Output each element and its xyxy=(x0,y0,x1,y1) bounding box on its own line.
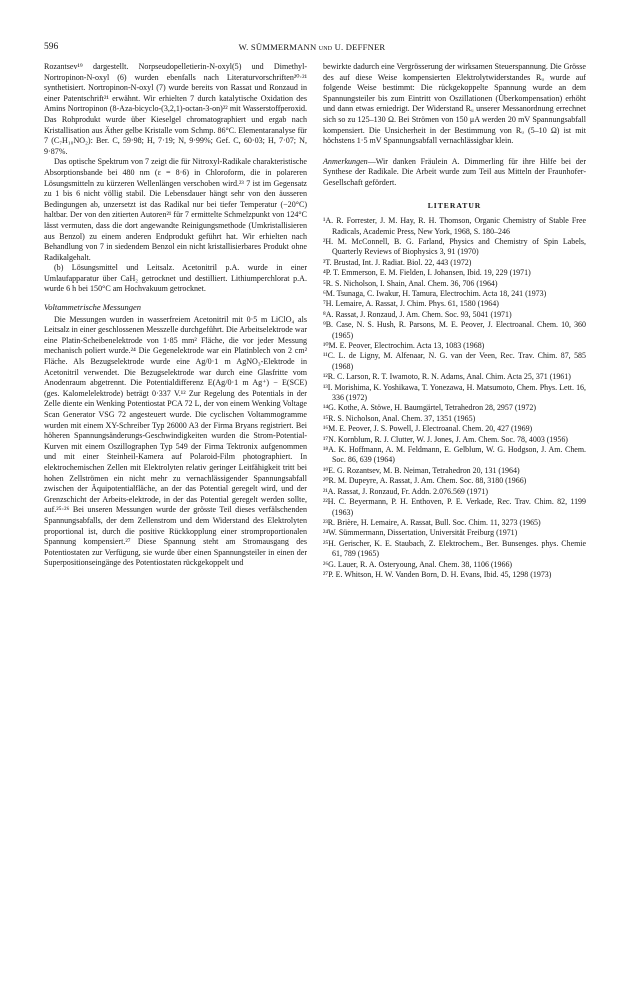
reference-item: ¹⁶M. E. Peover, J. S. Powell, J. Electroanal. Chem. 20, 427 (1969) xyxy=(323,424,533,434)
reference-item: ²²H. C. Beyermann, P. H. Enthoven, P. E. Verkade, Rec. Trav. Chim. 82, 1199 (1963) xyxy=(323,497,586,517)
body-paragraph: Rozantsev¹⁹ dargestellt. Norpseudopelletierin-N-oxyl(5) und Dimethyl-Nortropinon-N-oxyl (6) wurden ebenfalls nach Literaturvorschriften²⁰·²¹ synthetisiert. Nortropinon-N-oxyl (7) wurde bereits von Rassat und Ronzaud in einer Patentschrift²¹ erwähnt. Wir erhielten 7 durch katalytische Oxidation des Amins Nortropinon (8-Aza-bicyclo-(3,2,1)-octan-3-on)²² mit Wasserstoffperoxid. Das Rohprodukt wurde über Kieselgel chromatographiert und ergab nach Kristallisation aus Äther gelbe Kristalle vom Schmp. 86°C. Elementaranalyse für 7 (C₇H₁₀NO₂): Ber. C, 59·98; H, 7·19; N, 9·99%; Gef. C, 60·03; H, 7·07; N, 9·87%. xyxy=(44,62,307,156)
reference-list xyxy=(323,216,586,580)
section-heading: Voltammetrische Messungen xyxy=(44,302,142,313)
acknowledgement-text: —Wir danken Fräulein A. Dimmerling für ihre Hilfe bei der Synthese der Radikale. Die Arbeit wurde zum Teil aus Mitteln der Fraunhofer-Gesellschaft gefördert. xyxy=(323,156,586,187)
body-paragraph: bewirkte dadurch eine Vergrösserung der wirksamen Steuerspannung. Die Grösse des auf diese Weise kompensierten Elektrolytwiderstandes Rᵤ wurde auf folgende Weise bestimmt: Die rückgekoppelte Spannung wurde an dem Spannungsteiler bis zum Eintritt von Oszillationen (Überkompensation) erhöht und dann etwas erniedrigt. Der Widerstand Rᵤ unserer Messanordnung errechnet sich so zu 125–130 Ω. Bei Strömen von 150 μA werden 20 mV Spannungsabfall kompensiert. Die Unsicherheit in der Bestimmung von Rᵤ (5–10 Ω) ist mit höchstens 1·5 mV Spannungsabfall vernachlässigbar klein. xyxy=(323,62,586,146)
left-column xyxy=(44,62,307,569)
reference-item: ¹⁹E. G. Rozantsev, M. B. Neiman, Tetrahedron 20, 131 (1964) xyxy=(323,465,520,475)
reference-item: ¹²R. C. Larson, R. T. Iwamoto, R. N. Adams, Anal. Chim. Acta 25, 371 (1961) xyxy=(323,372,571,382)
reference-item: ⁷H. Lemaire, A. Rassat, J. Chim. Phys. 61, 1580 (1964) xyxy=(323,299,499,309)
reference-item: ⁶M. Tsunaga, C. Iwakur, H. Tamura, Electrochim. Acta 18, 241 (1973) xyxy=(323,288,547,298)
reference-item: ¹³I. Morishima, K. Yoshikawa, T. Yonezawa, H. Matsumoto, Chem. Phys. Lett. 16, 336 (1972) xyxy=(323,382,586,403)
acknowledgement xyxy=(323,157,586,189)
reference-item: ²⁵H. Gerischer, K. E. Staubach, Z. Elektrochem., Ber. Bunsenges. phys. Chemie 61, 789 (1965) xyxy=(323,538,586,559)
body-paragraph: (b) Lösungsmittel und Leitsalz. Acetonitril p.A. wurde in einer Umlaufapparatur über CaH₂ getrocknet und destilliert. Lithiumperchlorat p.A. wurde 6 h bei 150°C am Hochvakuum getrocknet. xyxy=(44,263,307,294)
reference-item: ¹⁵R. S. Nicholson, Anal. Chem. 37, 1351 (1965) xyxy=(323,413,476,423)
reference-item: ¹⁴G. Kothe, A. Stöwe, H. Baumgärtel, Tetrahedron 28, 2957 (1972) xyxy=(323,403,536,413)
reference-item: ²¹A. Rassat, J. Ronzaud, Fr. Addn. 2.076.569 (1971) xyxy=(323,486,489,496)
reference-item: ¹¹C. L. de Ligny, M. Alfenaar, N. G. van der Veen, Rec. Trav. Chim. 87, 585 (1968) xyxy=(323,351,586,371)
body-paragraph: Das optische Spektrum von 7 zeigt die für Nitroxyl-Radikale charakteristische Absorptionsbande bei 480 nm (ε = 8·6) in Chloroform, die in polareren Lösungsmitteln zu kürzeren Wellenlängen verschoben wird.²³ 7 ist im Gegensatz zu 1 bis 6 nicht völlig stabil. Die Lebensdauer hängt sehr von den äusseren Bedingungen ab, unzersetzt ist das Radikal nur bei tiefer Temperatur (−20°C) haltbar. Der von den zitierten Autoren²¹ für 7 ermittelte Schmelzpunkt von 124°C lässt vermuten, dass die dort angewandte Reinigungsmethode (Umkristallisieren aus Benzol) zu einem anderen Endprodukt geführt hat. Wir erhielten nach Behandlung von 7 in siedendem Benzol ein nicht kristallisierbares Produkt ohne Radikalgehalt. xyxy=(44,157,307,262)
reference-item: ²⁴W. Sümmermann, Dissertation, Universität Freiburg (1971) xyxy=(323,528,518,538)
reference-item: ⁸A. Rassat, J. Ronzaud, J. Am. Chem. Soc. 93, 5041 (1971) xyxy=(323,309,512,319)
reference-item: ²H. M. McConnell, B. G. Farland, Physics and Chemistry of Spin Labels, Quarterly Reviews of Biophysics 3, 91 (1970) xyxy=(323,236,586,257)
reference-item: ²⁶G. Lauer, R. A. Osteryoung, Anal. Chem. 38, 1106 (1966) xyxy=(323,559,513,569)
acknowledgement-label: Anmerkungen xyxy=(323,156,368,166)
reference-item: ⁴P. T. Emmerson, E. M. Fielden, I. Johansen, Ibid. 19, 229 (1971) xyxy=(323,268,531,278)
reference-item: ³T. Brustad, Int. J. Radiat. Biol. 22, 443 (1972) xyxy=(323,257,472,267)
running-head: W. SÜMMERMANN und U. DEFFNER xyxy=(238,42,386,52)
body-paragraph: Die Messungen wurden in wasserfreiem Acetonitril mit 0·5 m LiClO₄ als Leitsalz in einer geschlossenen Messzelle durchgeführt. Die Arbeitselektrode war eine Platin-Scheibenelektrode von 1·85 mm² Fläche, die vor jeder Messung mechanisch poliert wurde.²⁴ Die Gegenelektrode war ein Platinblech von 2 cm² Fläche. Als Bezugselektrode wurde eine Ag/0·1 m AgNO₃-Elektrode in Acetonitril verwendet. Die Bezugselektrode war durch eine Glasfritte vom Anodenraum abgetrennt. Die Potentialdifferenz E(Ag/0·1 m Ag⁺) − E(SCE) (ges. Kalomelelektrode) beträgt 0·337 V.¹² Zur Regelung des Potentials in der Zelle diente ein Wenking Potentiostat PCA 72 L, der von einem Wenking Voltage Scan Generator VSG 72 angesteuert wurde. Die cyclischen Voltammogramme wurden mit einem XY-Schreiber Typ 26000 A3 der Firma Bryans registriert. Bei höheren Spannungsänderungs-Geschwindigkeiten wurden die Strom-Potential-Kurven mit einem Oszillographen Typ 549 der Firma Tektronix aufgenommen und mit einer Steinheil-Kamera auf Polaroid-Film photographiert. In elektrochemischen Zellen mit Elektrolyten relativ geringer Leitfähigkeit tritt bei hohen Zellströmen ein nicht mehr zu vernachlässigender Spannungsabfall zwischen der Äquipotentialfläche, an der das Potential geregelt wird, und der Grenzschicht der Arbeits-elektrode, in der das Potential geregelt werden sollte, auf.²⁵·²⁶ Bei unseren Messungen wurde der grösste Teil dieses verfälschenden Spannungsabfalls, der dem Zellenstrom und dem Widerstand des Elektrolyten proportional ist, durch die positive Rückkopplung einer stromproportionalen Spannung kompensiert.²⁷ Diese Spannung steht am Stromausgang des Potentiostaten zur Verfügung, sie wurde über einen Spannungsteiler in einen der Superpositionseingänge des Potentiostaten rückgekoppelt und xyxy=(44,314,307,568)
reference-item: ⁵R. S. Nicholson, I. Shain, Anal. Chem. 36, 706 (1964) xyxy=(323,278,498,288)
page-number: 596 xyxy=(44,42,59,52)
right-column xyxy=(323,62,586,580)
reference-item: ⁹B. Case, N. S. Hush, R. Parsons, M. E. Peover, J. Electroanal. Chem. 10, 360 (1965) xyxy=(323,320,586,340)
reference-item: ²⁰R. M. Dupeyre, A. Rassat, J. Am. Chem. Soc. 88, 3180 (1966) xyxy=(323,476,527,486)
reference-item: ¹⁷N. Kornblum, R. J. Clutter, W. J. Jones, J. Am. Chem. Soc. 78, 4003 (1956) xyxy=(323,434,568,444)
reference-item: ¹⁸A. K. Hoffmann, A. M. Feldmann, E. Gelblum, W. G. Hodgson, J. Am. Chem. Soc. 86, 639 (1964) xyxy=(323,445,586,465)
literature-heading: LITERATUR xyxy=(427,200,482,210)
reference-item: ¹⁰M. E. Peover, Electrochim. Acta 13, 1083 (1968) xyxy=(323,341,485,350)
reference-item: ¹A. R. Forrester, J. M. Hay, R. H. Thomson, Organic Chemistry of Stable Free Radicals, Academic Press, New York, 1968, S. 180–246 xyxy=(323,216,586,236)
reference-item: ²³R. Brière, H. Lemaire, A. Rassat, Bull. Soc. Chim. 11, 3273 (1965) xyxy=(323,517,541,527)
reference-item: ²⁷P. E. Whitson, H. W. Vanden Born, D. H. Evans, Ibid. 45, 1298 (1973) xyxy=(323,569,552,579)
